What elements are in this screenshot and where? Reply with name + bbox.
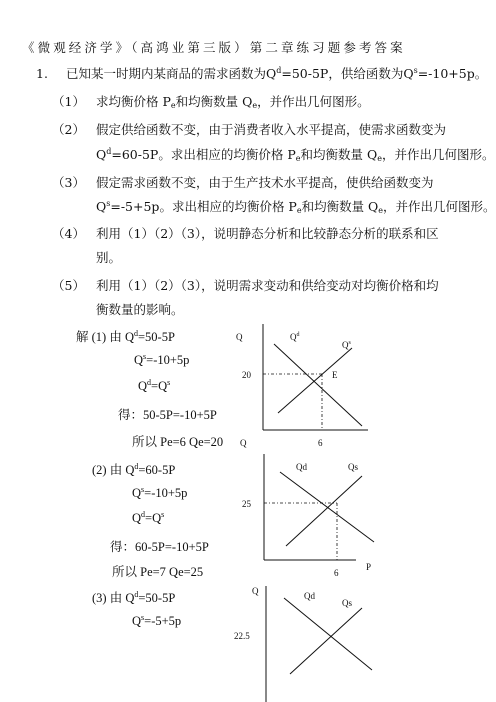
graph-3-demand-curve — [284, 598, 372, 670]
graph-2 — [230, 452, 390, 587]
item-4-line2: 别。 — [96, 250, 122, 265]
item-2-number: （2） — [52, 122, 85, 137]
graph-1-x-tick: 6 — [318, 438, 323, 448]
item-5-line2: 衡数量的影响。 — [96, 302, 184, 317]
graph-3-axis-top: Q — [252, 586, 259, 596]
solution-2-result: 所以 Pe=7 Qe=25 — [112, 565, 204, 579]
item-2-line2: $Q^d=60-5P$。求出相应的均衡价格 $P_e$和均衡数量 $Q_e$，并作出几何图形。 — [96, 147, 495, 163]
graph-3 — [230, 582, 380, 702]
item-1-number: （1） — [52, 94, 85, 109]
item-4-line1: 利用（1）（2）（3），说明静态分析和比较静态分析的联系和区 — [96, 226, 439, 241]
graph-1-demand-label: $Q^d$ — [290, 332, 300, 342]
item-1-text: 求均衡价格 $P_e$和均衡数量 $Q_e$，并作出几何图形。 — [96, 94, 370, 110]
solution-3-eq-demand: (3) 由 $Q^d=50-5P$ — [92, 590, 176, 605]
graph-1 — [230, 318, 370, 458]
graph-2-demand-label: Qd — [296, 462, 307, 472]
solution-1-derive: 得：50-5P=-10+5P — [118, 408, 217, 422]
solution-1-eq-supply: $Q^s=-10+5p$ — [134, 352, 190, 367]
solution-1-result: 所以 Pe=6 Qe=20 — [132, 435, 224, 449]
graph-2-axis-right: P — [366, 562, 372, 572]
graph-3-supply-label: Qs — [342, 598, 353, 608]
q1-number: 1. — [36, 66, 48, 81]
solution-1-eq-equilibrium: $Q^d=Q^s$ — [138, 378, 171, 393]
graph-3-demand-label: Qd — [304, 591, 315, 601]
graph-1-axis-bottom: Q — [240, 438, 247, 448]
graph-3-supply-curve — [290, 608, 362, 674]
solution-2-derive: 得：60-5P=-10+5P — [110, 540, 209, 554]
solution-1-eq-demand: 解 (1) 由 $Q^d=50-5P$ — [76, 329, 175, 344]
solution-3-eq-supply: $Q^s=-5+5p$ — [132, 613, 182, 628]
q1-stem: 已知某一时期内某商品的需求函数为$Q^d=50-5P$，供给函数为$Q^s=-10+5p$。 — [66, 66, 488, 81]
graph-1-equilibrium-label: E — [332, 370, 338, 380]
item-3-number: （3） — [52, 175, 85, 190]
graph-3-y-tick: 22.5 — [234, 631, 250, 641]
solution-2-eq-supply: $Q^s=-10+5p$ — [132, 485, 188, 500]
graph-2-y-tick: 25 — [242, 499, 251, 509]
page-title: 《微观经济学》（高鸿业第三版）第二章练习题参考答案 — [22, 40, 406, 55]
graph-1-axis-top: Q — [236, 332, 243, 342]
graph-2-supply-curve — [286, 476, 362, 546]
item-3-line1: 假定需求函数不变，由于生产技术水平提高，使供给函数变为 — [96, 175, 434, 190]
item-2-line1: 假定供给函数不变，由于消费者收入水平提高，使需求函数变为 — [96, 122, 447, 137]
graph-2-supply-label: Qs — [348, 462, 359, 472]
graph-2-demand-curve — [280, 472, 374, 542]
graph-1-demand-curve — [274, 344, 362, 426]
solution-2-eq-equilibrium: $Q^d=Q^s$ — [132, 510, 165, 525]
item-5-number: （5） — [52, 278, 85, 293]
graph-1-supply-label: $Q^s$ — [342, 340, 351, 350]
item-5-line1: 利用（1）（2）（3），说明需求变动和供给变动对均衡价格和均 — [96, 278, 439, 293]
solution-2-eq-demand: (2) 由 $Q^d=60-5P$ — [92, 462, 176, 477]
graph-1-y-tick: 20 — [242, 370, 251, 380]
graph-2-x-tick: 6 — [334, 568, 339, 578]
item-4-number: （4） — [52, 226, 85, 241]
item-3-line2: $Q^s=-5+5p$。求出相应的均衡价格 $P_e$和均衡数量 $Q_e$，并作出几何图形。 — [96, 199, 496, 215]
